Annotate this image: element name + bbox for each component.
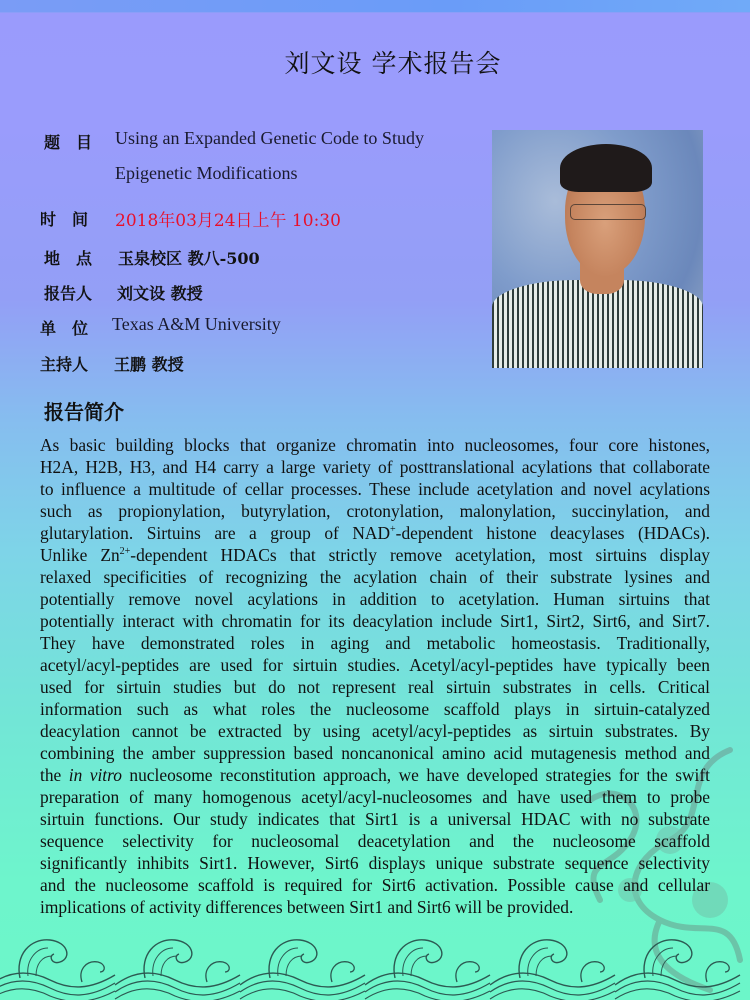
abstract-line: potentially interact with chromatin for its deacylation include Sirt1, Sirt2, Sirt6, and Sirt7. (40, 611, 710, 631)
location-label: 地 点 (44, 249, 93, 268)
affiliation-label: 单 位 (40, 319, 89, 338)
abstract-line: the in vitro nucleosome reconstitution approach, we have developed strategies for the swift (40, 765, 710, 785)
wave-border-icon (0, 930, 750, 1000)
abstract-line: sequence selectivity for nucleosomal deacetylation and the nucleosome scaffold (40, 831, 710, 851)
abstract-line: used for sirtuin studies but do not represent real sirtuin substrates in cells. Critical (40, 677, 710, 697)
host-value: 王鹏 教授 (114, 355, 184, 374)
abstract-line: potentially remove novel acylations in addition to acetylation. Human sirtuins that (40, 589, 710, 609)
host-label: 主持人 (40, 355, 89, 374)
affiliation-value: Texas A&M University (112, 314, 281, 334)
abstract-line: implications of activity differences between Sirt1 and Sirt6 will be provided. (40, 897, 574, 917)
speaker-photo (492, 130, 703, 368)
time-label: 时 间 (40, 210, 89, 229)
abstract-line: to influence a multitude of cellar processes. These include acetylation and novel acylations (40, 479, 710, 499)
abstract-line: and the nucleosome scaffold is required for Sirt6 activation. Possible cause and cellular (40, 875, 710, 895)
abstract-line: preparation of many homogenous acetyl/acyl-nucleosomes and have used them to probe (40, 787, 710, 807)
top-band (0, 0, 750, 13)
page-title: 刘文设 学术报告会 (284, 49, 502, 78)
location-value: 玉泉校区 教八-500 (118, 249, 260, 268)
topic-label: 题 目 (44, 133, 93, 152)
abstract-line: glutarylation. Sirtuins are a group of NAD+-dependent histone deacylases (HDACs). (40, 523, 710, 543)
abstract-line: sirtuin functions. Our study indicates that Sirt1 is a universal HDAC with no substrate (40, 809, 710, 829)
abstract-line: They have demonstrated roles in aging and metabolic homeostasis. Traditionally, (40, 633, 710, 653)
abstract-line: H2A, H2B, H3, and H4 carry a large variety of posttranslational acylations that collaborate (40, 457, 710, 477)
abstract-line: such as propionylation, butyrylation, crotonylation, malonylation, succinylation, and (40, 501, 710, 521)
time-value: 2018年03月24日上午 10:30 (115, 211, 341, 231)
abstract-body (40, 434, 710, 918)
abstract-line: acetyl/acyl-peptides are used for sirtuin studies. Acetyl/acyl-peptides have typically been (40, 655, 710, 675)
abstract-line: significantly inhibits Sirt1. However, Sirt6 displays unique substrate sequence selectivity (40, 853, 710, 873)
abstract-line: Unlike $Zn^{2+}$-dependent HDACs that strictly remove acetylation, most sirtuins display (40, 545, 711, 565)
topic-line-2: Epigenetic Modifications (115, 163, 298, 183)
speaker-value: 刘文设 教授 (117, 284, 203, 303)
abstract-heading: 报告简介 (44, 400, 124, 424)
abstract-line: information such as what roles the nucleosome scaffold plays in sirtuin-catalyzed (40, 699, 710, 719)
topic-line-1: Using an Expanded Genetic Code to Study (115, 128, 424, 148)
abstract-line: deacylation cannot be extracted by using acetyl/acyl-peptides as sirtuin substrates. By (40, 721, 710, 741)
speaker-label: 报告人 (44, 284, 93, 303)
photo-glasses (570, 204, 646, 220)
abstract-line: combining the amber suppression based noncanonical amino acid mutagenesis method and (40, 743, 710, 763)
abstract-line: As basic building blocks that organize chromatin into nucleosomes, four core histones, (40, 435, 710, 455)
photo-hair (560, 144, 652, 192)
abstract-line: relaxed specificities of recognizing the acylation chain of their substrate lysines and (40, 567, 710, 587)
